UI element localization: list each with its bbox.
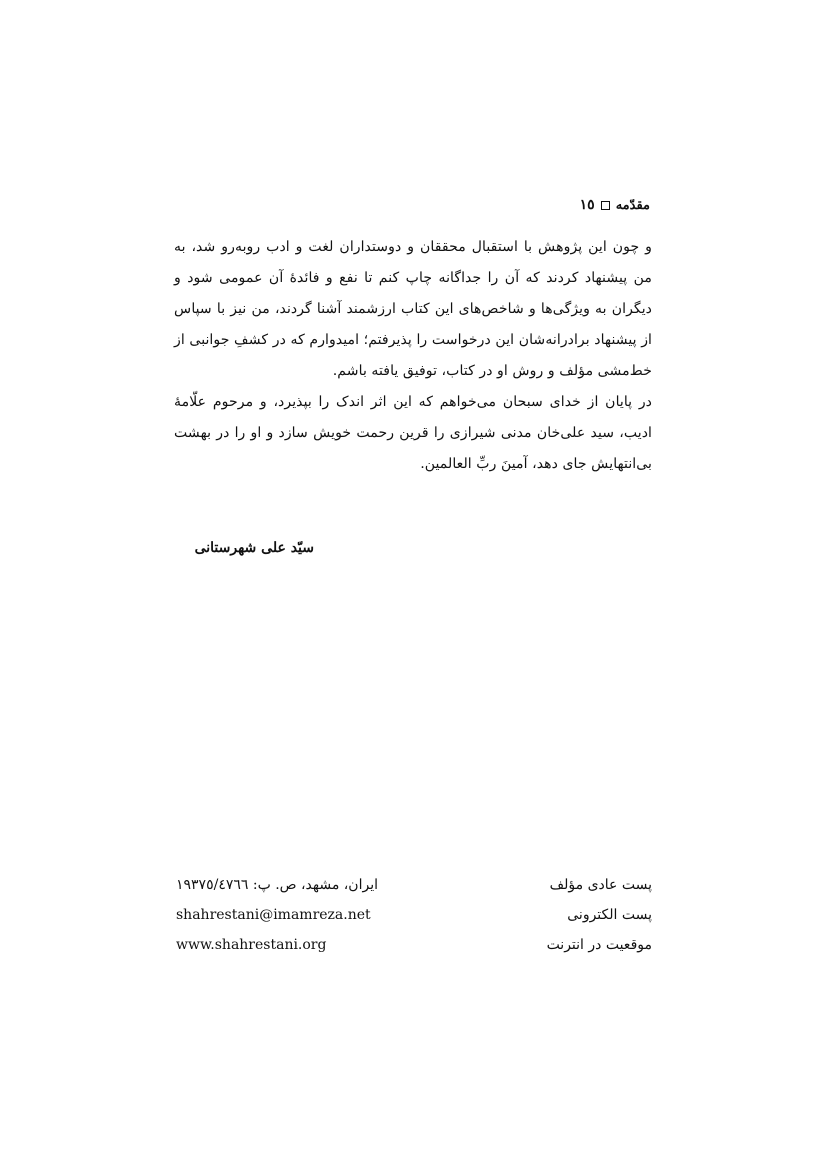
website-url: www.shahrestani.org xyxy=(176,937,327,953)
contact-label: موقعیت در انترنت xyxy=(546,937,652,953)
paragraph: و چون این پژوهش با استقبال محققان و دوستداران لغت و ادب روبه‌رو شد، به من پیشنهاد کردند که آن را جداگانه چاپ کنم تا نفع و فائدهٔ آن عمومی شود و دیگران به ویژگی‌ها و شاخص‌های این کتاب ارزشمند آشنا گردند، من نیز با سپاس از پیشنهاد برادرانه‌شان این درخواست را پذیرفتم؛ امیدوارم که در کشفِ جوانبی از خط‌مشی مؤلف و روش او در کتاب، توفیق یافته باشم. xyxy=(174,239,652,379)
contact-row-postal xyxy=(174,870,652,900)
contact-row-email xyxy=(174,900,652,930)
contact-info xyxy=(174,870,652,960)
contact-label: پست عادی مؤلف xyxy=(549,877,652,893)
section-title: مقدّمه xyxy=(615,197,650,213)
square-box-icon xyxy=(601,201,610,210)
postal-address: ایران، مشهد، ص. پ: ١٩٣٧٥/٤٧٦٦ xyxy=(176,877,378,893)
body-text xyxy=(174,232,652,480)
email-address: shahrestani@imamreza.net xyxy=(176,907,371,923)
author-signature: سیّد علی شهرستانی xyxy=(194,540,314,556)
paragraph: در پایان از خدای سبحان می‌خواهم که این اثر اندک را بپذیرد، و مرحوم علّامهٔ ادیب، سید علی‌خان مدنی شیرازی را قرین رحمت خویش سازد و او را در بهشت بی‌انتهایش جای دهد، آمینَ ربِّ العالمین. xyxy=(174,394,652,472)
contact-row-website xyxy=(174,930,652,960)
running-header xyxy=(580,197,650,213)
page-number: ١٥ xyxy=(579,197,595,213)
contact-label: پست الکترونی xyxy=(567,907,652,923)
